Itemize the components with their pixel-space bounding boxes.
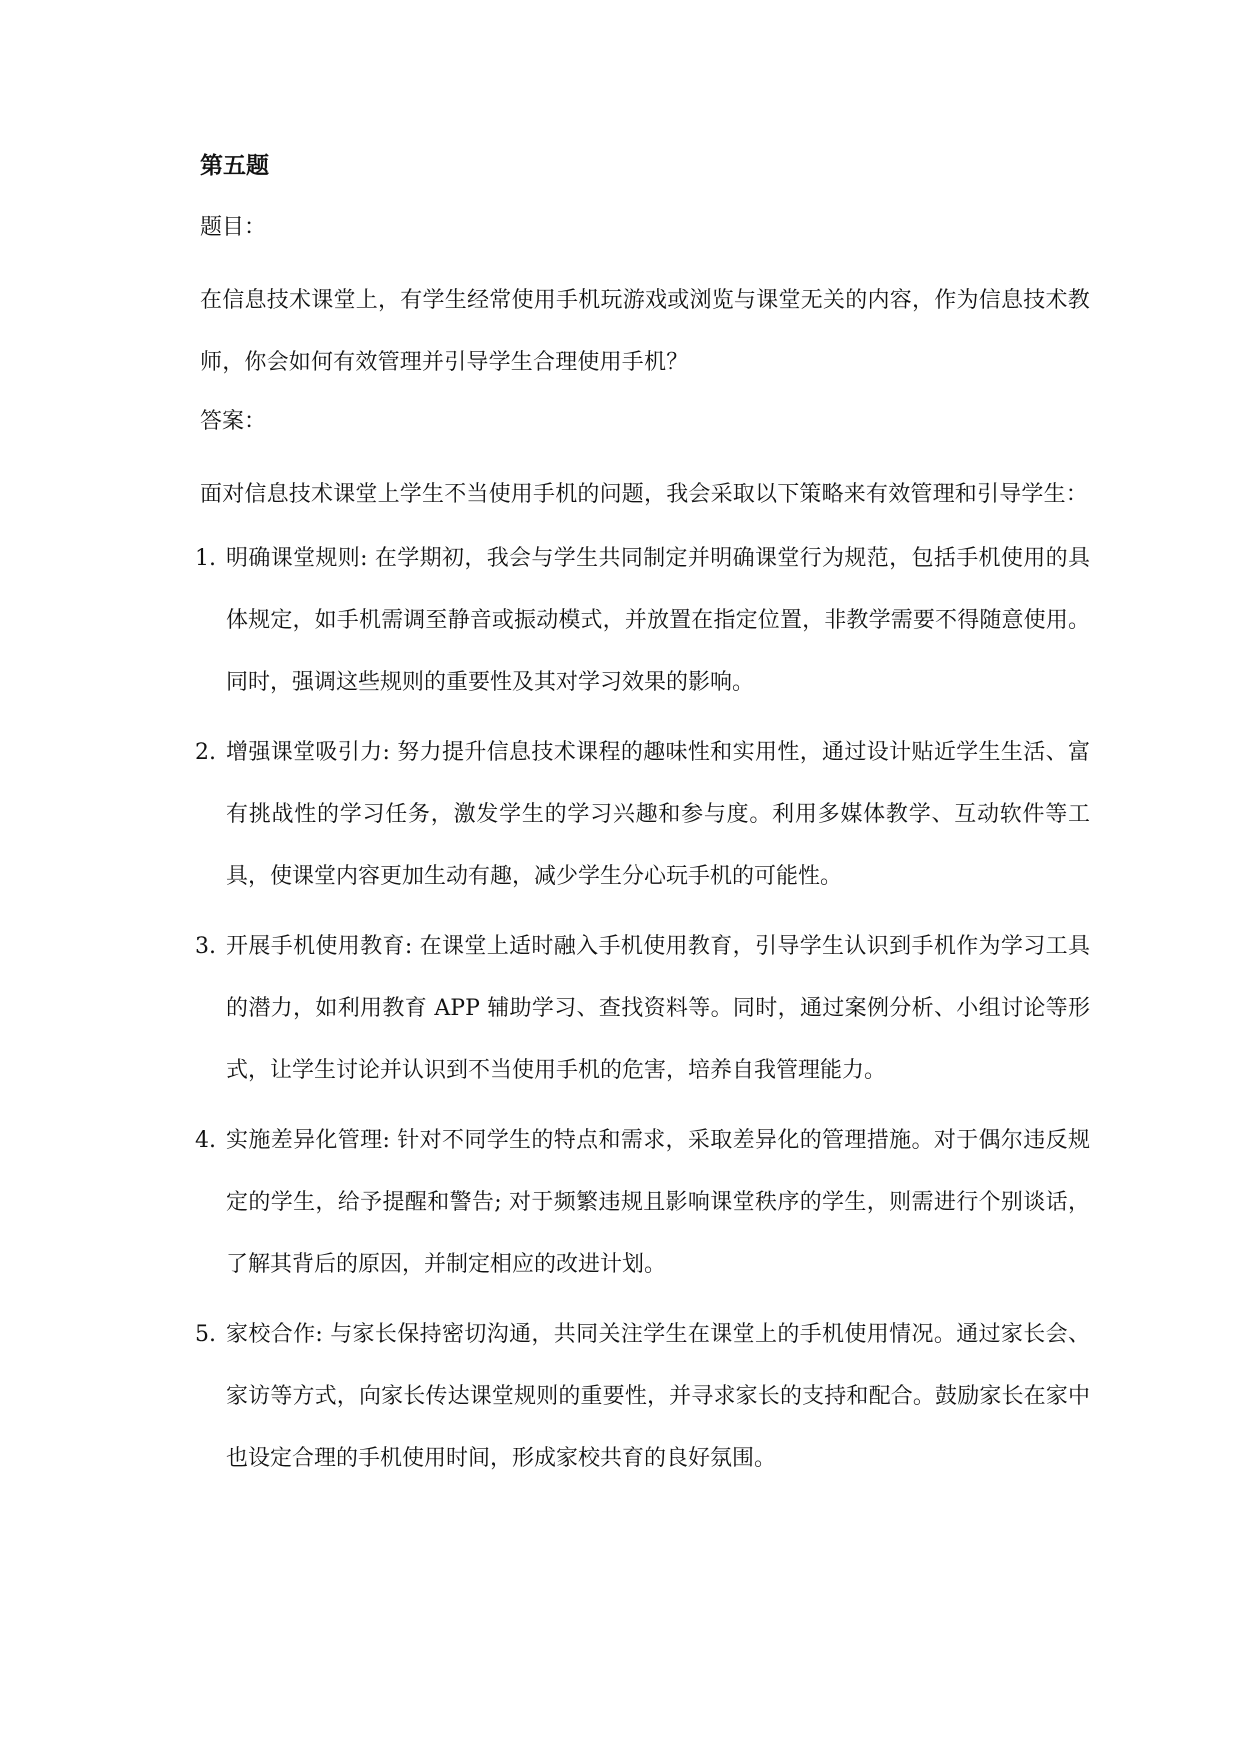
list-item-number: 5. xyxy=(195,1322,216,1347)
list-item-number: 3. xyxy=(195,934,216,959)
list-item-text: 增强课堂吸引力: 努力提升信息技术课程的趣味性和实用性，通过设计贴近学生生活、富有挑战性的学习任务，激发学生的学习兴趣和参与度。利用多媒体教学、互动软件等工具，使课堂内容更加生动有趣，减少学生分心玩手机的可能性。 xyxy=(226,740,1090,889)
answer-intro: 面对信息技术课堂上学生不当使用手机的问题，我会采取以下策略来有效管理和引导学生： xyxy=(200,482,1089,507)
list-spacer xyxy=(200,1102,1090,1110)
list-item-text: 明确课堂规则: 在学期初，我会与学生共同制定并明确课堂行为规范，包括手机使用的具体规定，如手机需调至静音或振动模式，并放置在指定位置，非教学需要不得随意使用。同时，强调这些规则的重要性及其对学习效果的影响。 xyxy=(226,546,1090,695)
list-spacer xyxy=(200,1296,1090,1304)
list-item-text: 家校合作: 与家长保持密切沟通，共同关注学生在课堂上的手机使用情况。通过家长会、家访等方式，向家长传达课堂规则的重要性，并寻求家长的支持和配合。鼓励家长在家中也设定合理的手机使用时间，形成家校共育的良好氛围。 xyxy=(226,1322,1090,1471)
list-item-number: 2. xyxy=(195,740,216,765)
list-spacer xyxy=(200,908,1090,916)
question-label: 题目： xyxy=(200,215,267,240)
list-item xyxy=(195,1304,1090,1490)
answer-list xyxy=(195,528,1090,1490)
list-item xyxy=(195,528,1090,714)
list-item xyxy=(195,916,1090,1102)
list-item xyxy=(195,722,1090,908)
list-item xyxy=(195,1110,1090,1296)
list-item-number: 4. xyxy=(195,1128,216,1153)
page-title: 第五题 xyxy=(200,153,269,179)
list-item-text: 实施差异化管理: 针对不同学生的特点和需求，采取差异化的管理措施。对于偶尔违反规定的学生，给予提醒和警告; 对于频繁违规且影响课堂秩序的学生，则需进行个别谈话，了解其背后的原因，并制定相应的改进计划。 xyxy=(226,1128,1090,1277)
list-item-text: 开展手机使用教育: 在课堂上适时融入手机使用教育，引导学生认识到手机作为学习工具的潜力，如利用教育 APP 辅助学习、查找资料等。同时，通过案例分析、小组讨论等形式，让学生讨论并认识到不当使用手机的危害，培养自我管理能力。 xyxy=(226,934,1090,1083)
list-spacer xyxy=(200,714,1090,722)
question-text: 在信息技术课堂上，有学生经常使用手机玩游戏或浏览与课堂无关的内容，作为信息技术教师，你会如何有效管理并引导学生合理使用手机？ xyxy=(200,288,1090,375)
answer-label: 答案： xyxy=(200,409,267,434)
document-content xyxy=(195,148,1090,1490)
list-item-number: 1. xyxy=(195,546,216,571)
